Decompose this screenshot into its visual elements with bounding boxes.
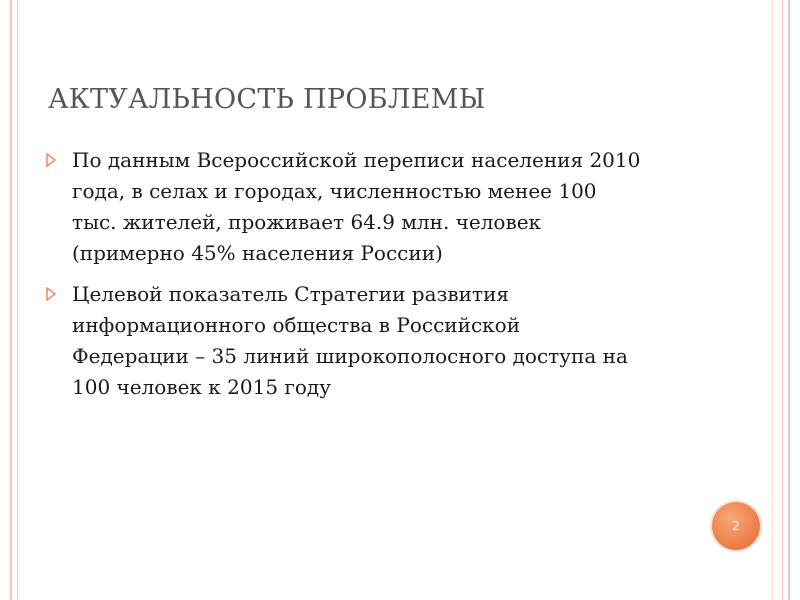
- right-border-line: [788, 0, 790, 600]
- bullet-line: (примерно 45% населения России): [72, 241, 443, 265]
- bullet-line: года, в селах и городах, численностью менее 100: [72, 179, 597, 203]
- slide-title: АКТУАЛЬНОСТЬ ПРОБЛЕМЫ: [48, 84, 486, 115]
- page-number-badge: 2: [712, 502, 760, 550]
- left-border-line-inner: [17, 0, 18, 600]
- bullet-line: 100 человек к 2015 году: [72, 375, 332, 399]
- hollow-arrow-icon: [46, 153, 57, 167]
- bullet-item-census: [44, 145, 704, 269]
- bullet-line: тыс. жителей, проживает 64.9 млн. человек: [72, 210, 542, 234]
- right-border-line-middle: [782, 0, 783, 600]
- right-border-line-inner: [772, 0, 773, 600]
- bullet-line: По данным Всероссийской переписи населения 2010: [72, 148, 641, 172]
- bullet-line: Федерации – 35 линий широкополосного доступа на: [72, 344, 628, 368]
- bullet-line: Целевой показатель Стратегии развития: [72, 282, 510, 306]
- hollow-arrow-icon: [46, 287, 57, 301]
- bullet-line: информационного общества в Российской: [72, 313, 521, 337]
- left-border-line: [10, 0, 12, 600]
- bullet-item-strategy: [44, 279, 704, 403]
- bullet-list: [44, 145, 704, 413]
